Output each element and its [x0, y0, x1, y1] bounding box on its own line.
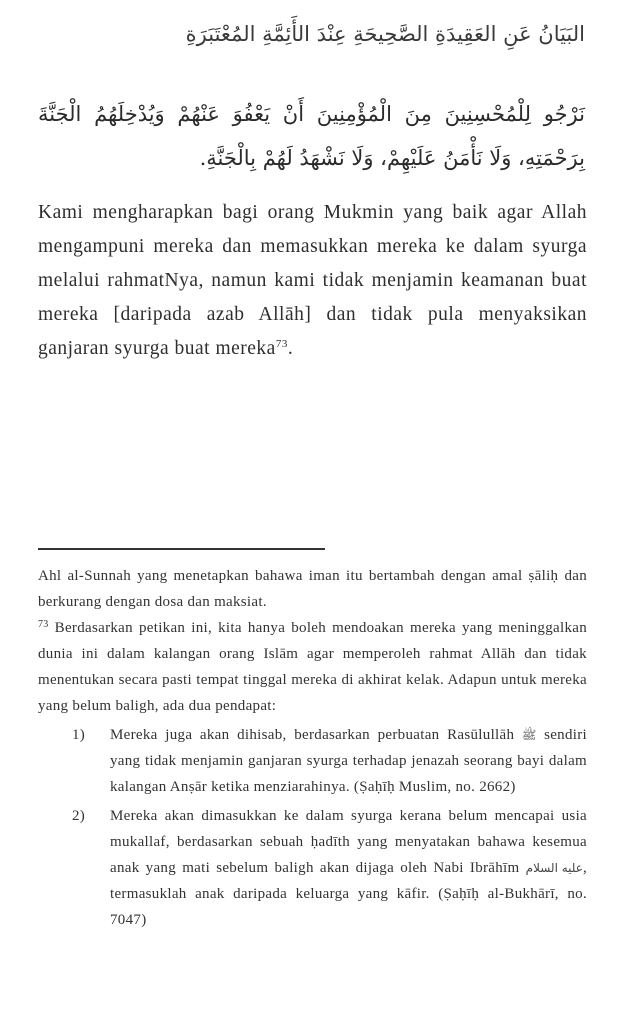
list-item-number: 1): [72, 727, 86, 743]
header-title: البَيَانُ عَنِ العَقِيدَةِ الصَّحِيحَةِ عِنْدَ الأَئِمَّةِ المُعْتَبَرَةِ: [185, 22, 585, 46]
footnote-ref[interactable]: 73: [275, 338, 288, 350]
footnote-carryover: Ahl al-Sunnah yang menetapkan bahawa iman itu bertambah dengan amal ṣāliḥ dan berkurang dengan dosa dan maksiat.: [38, 568, 587, 610]
list-item-number: 2): [72, 808, 86, 824]
list-item: [38, 803, 587, 933]
arabic-text: نَرْجُو لِلْمُحْسِنِينَ مِنَ الْمُؤْمِنِينَ أَنْ يَعْفُوَ عَنْهُمْ وَيُدْخِلَهُمُ الْجَنَّةَ بِرَحْمَتِهِ، وَلَا نَأْمَنُ عَلَيْهِمْ، وَلَا نَشْهَدُ لَهُمْ بِالْجَنَّةِ.: [38, 102, 585, 170]
footnotes: [38, 563, 587, 936]
translation-paragraph: [38, 196, 587, 366]
opinion-list: [38, 722, 587, 933]
footnote-73-text: Berdasarkan petikan ini, kita hanya boleh mendoakan mereka yang meninggalkan dunia ini dalam kalangan orang Islām agar memperoleh rahmat Allāh dan tidak menentukan secara pasti tempat tinggal mereka di akhirat kelak. Adapun untuk mereka yang belum baligh, ada dua pendapat:: [38, 620, 587, 714]
list-item-text-end: , termasuklah anak daripada keluarga yang kāfir. (Ṣaḥīḥ al-Bukhārī, no. 7047): [110, 860, 587, 928]
list-item-text-start: Mereka juga akan dihisab, berdasarkan perbuatan Rasūlullāh: [110, 727, 522, 743]
translation-end: .: [287, 338, 294, 359]
footnote-73: [38, 615, 587, 719]
list-item-text-end: sendiri yang tidak menjamin ganjaran syurga terhadap jenazah seorang bayi dalam kalangan Anṣār ketika menziarahinya. (Ṣaḥīḥ Muslim, no. 2662): [110, 727, 587, 795]
translation-text: Kami mengharapkan bagi orang Mukmin yang baik agar Allah mengampuni mereka dan memasukkan mereka ke dalam syurga melalui rahmatNya, namun kami tidak menjamin keamanan buat mereka [daripada azab Allāh] dan tidak pula menyaksikan ganjaran syurga buat mereka: [38, 202, 587, 359]
footnote-divider: [38, 548, 325, 550]
salawat-seal-icon: ﷺ: [521, 728, 537, 742]
list-item-text-start: Mereka akan dimasukkan ke dalam syurga kerana belum mencapai usia mukallaf, berdasarkan sebuah ḥadīth yang menyatakan bahawa kesemua anak yang mati sebelum baligh akan dijaga oleh Nabi Ibrāhīm: [110, 808, 587, 876]
alaihissalam-seal-icon: عليه السلام: [525, 861, 583, 875]
footnote-number: 73: [38, 619, 49, 630]
list-item: [38, 722, 587, 800]
